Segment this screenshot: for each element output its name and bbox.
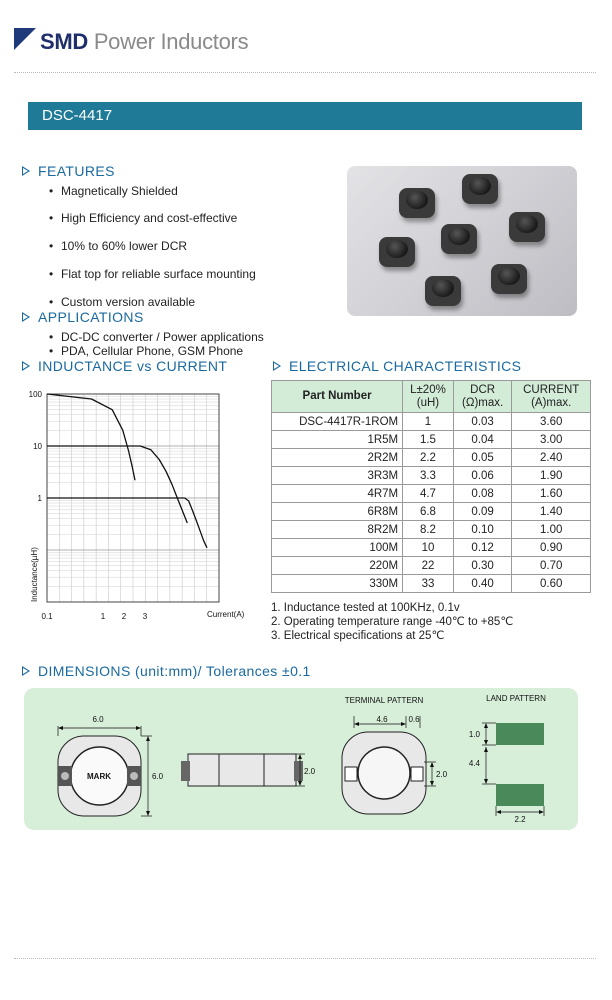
table-row: [272, 557, 591, 575]
chart-curves: [47, 394, 207, 548]
x-tick-label: 3: [142, 612, 148, 621]
y-tick-label: 10: [33, 442, 42, 451]
col-dcr-line1: DCR: [470, 383, 496, 396]
cell-dcr: 0.05: [453, 449, 512, 467]
cell-inductance: 8.2: [403, 521, 454, 539]
top-height-label: 6.0: [152, 772, 164, 781]
cell-inductance: 3.3: [403, 467, 454, 485]
mark-label: MARK: [87, 772, 111, 781]
cell-inductance: 2.2: [403, 449, 454, 467]
inductance-chart: [14, 380, 264, 625]
title-rest: Power Inductors: [93, 29, 249, 54]
note-2: 2. Operating temperature range -40℃ to +85℃: [271, 616, 514, 628]
cell-current: 1.90: [512, 467, 591, 485]
cell-inductance: 1.5: [403, 431, 454, 449]
cell-part-number: 330M: [272, 575, 403, 593]
land-gap-label: 4.4: [468, 759, 480, 768]
cell-current: 1.60: [512, 485, 591, 503]
electrical-notes: [271, 601, 513, 643]
section-triangle-icon: [22, 361, 30, 371]
section-triangle-icon: [22, 166, 30, 176]
list-item: • Flat top for reliable surface mounting: [49, 267, 256, 295]
table-row: [272, 539, 591, 557]
cell-dcr: 0.04: [453, 431, 512, 449]
model-bar: [28, 102, 582, 130]
x-tick-label: 0.1: [41, 612, 53, 621]
chart-heading: [22, 358, 227, 374]
electrical-title: ELECTRICAL CHARACTERISTICS: [289, 358, 522, 374]
top-width-label: 6.0: [92, 715, 104, 724]
list-item: • High Efficiency and cost-effective: [49, 211, 256, 239]
series-line-3: [47, 498, 207, 548]
cell-inductance: 1: [403, 413, 454, 431]
cell-part-number: 2R2M: [272, 449, 403, 467]
page-title: [40, 29, 248, 55]
electrical-heading: [273, 358, 521, 374]
cell-dcr: 0.12: [453, 539, 512, 557]
y-tick-label: 1: [37, 494, 42, 503]
cell-dcr: 0.30: [453, 557, 512, 575]
table-row: [272, 467, 591, 485]
land-pattern-drawing: [469, 694, 546, 824]
col-inductance-line2: (uH): [416, 396, 440, 409]
note-1: 1. Inductance tested at 100KHz, 0.1v: [271, 602, 460, 614]
divider-top: [14, 72, 596, 73]
cell-part-number: 8R2M: [272, 521, 403, 539]
electrical-table: [271, 380, 591, 593]
dimensions-heading: [22, 663, 311, 679]
dimensions-title: DIMENSIONS (unit:mm)/ Tolerances ±0.1: [38, 663, 311, 679]
cell-current: 3.00: [512, 431, 591, 449]
cell-current: 0.90: [512, 539, 591, 557]
applications-heading: [22, 309, 144, 325]
terminal-w2-label: 0.6: [408, 715, 420, 724]
y-tick-label: 100: [28, 390, 42, 399]
cell-current: 2.40: [512, 449, 591, 467]
cell-inductance: 10: [403, 539, 454, 557]
dimensions-drawing: [24, 688, 578, 830]
cell-inductance: 4.7: [403, 485, 454, 503]
cell-part-number: DSC-4417R-1ROM: [272, 413, 403, 431]
x-axis-label: Current(A): [207, 610, 245, 619]
list-item: • DC-DC converter / Power applications: [49, 330, 264, 344]
cell-dcr: 0.03: [453, 413, 512, 431]
inductor-image: [441, 224, 477, 254]
table-row: [272, 521, 591, 539]
cell-part-number: 3R3M: [272, 467, 403, 485]
land-pattern-title: LAND PATTERN: [486, 694, 546, 703]
col-dcr: [453, 381, 512, 413]
cell-part-number: 6R8M: [272, 503, 403, 521]
brand-triangle-icon: [14, 28, 36, 50]
cell-inductance: 22: [403, 557, 454, 575]
list-item: • 10% to 60% lower DCR: [49, 239, 256, 267]
side-view-drawing: [181, 754, 316, 786]
section-triangle-icon: [273, 361, 281, 371]
x-tick-label: 2: [121, 612, 127, 621]
features-heading: [22, 163, 115, 179]
inductor-image: [509, 212, 545, 242]
inductor-image: [379, 237, 415, 267]
cell-part-number: 100M: [272, 539, 403, 557]
list-item: • Magnetically Shielded: [49, 184, 256, 211]
list-item: • Custom version available: [49, 295, 256, 311]
top-view-drawing: [58, 715, 164, 816]
series-line-1: [47, 394, 135, 480]
land-width-label: 2.2: [514, 815, 526, 824]
col-inductance: [403, 381, 454, 413]
cell-current: 0.70: [512, 557, 591, 575]
cell-dcr: 0.08: [453, 485, 512, 503]
cell-part-number: 4R7M: [272, 485, 403, 503]
divider-bottom: [14, 958, 596, 959]
terminal-pattern-title: TERMINAL PATTERN: [344, 696, 424, 705]
section-triangle-icon: [22, 312, 30, 322]
chart-title: INDUCTANCE vs CURRENT: [38, 358, 228, 374]
table-row: [272, 449, 591, 467]
table-row: [272, 413, 591, 431]
table-header-row: [272, 381, 591, 413]
cell-inductance: 33: [403, 575, 454, 593]
inductor-image: [462, 174, 498, 204]
features-list: [49, 184, 256, 311]
product-photo: [347, 166, 577, 316]
cell-part-number: 1R5M: [272, 431, 403, 449]
terminal-pattern-drawing: [342, 696, 448, 814]
land-pad-label: 1.0: [468, 730, 480, 739]
applications-list: [49, 330, 264, 358]
cell-part-number: 220M: [272, 557, 403, 575]
title-bold: SMD: [40, 29, 88, 54]
section-triangle-icon: [22, 666, 30, 676]
col-current-line2: (A)max.: [531, 396, 572, 409]
cell-current: 3.60: [512, 413, 591, 431]
terminal-h-label: 2.0: [436, 770, 448, 779]
table-row: [272, 431, 591, 449]
table-row: [272, 575, 591, 593]
cell-dcr: 0.40: [453, 575, 512, 593]
inductor-image: [399, 188, 435, 218]
cell-dcr: 0.10: [453, 521, 512, 539]
y-axis-label: Inductance(µH): [30, 547, 39, 602]
cell-dcr: 0.09: [453, 503, 512, 521]
col-part-number: Part Number: [272, 381, 403, 413]
list-item: • PDA, Cellular Phone, GSM Phone: [49, 344, 264, 358]
cell-dcr: 0.06: [453, 467, 512, 485]
applications-title: APPLICATIONS: [38, 309, 144, 325]
inductor-image: [425, 276, 461, 306]
table-row: [272, 485, 591, 503]
col-current: [512, 381, 591, 413]
cell-current: 0.60: [512, 575, 591, 593]
table-row: [272, 503, 591, 521]
features-title: FEATURES: [38, 163, 115, 179]
cell-inductance: 6.8: [403, 503, 454, 521]
terminal-w1-label: 4.6: [376, 715, 388, 724]
col-dcr-line2: (Ω)max.: [462, 396, 504, 409]
note-3: 3. Electrical specifications at 25℃: [271, 630, 445, 642]
cell-current: 1.40: [512, 503, 591, 521]
inductor-image: [491, 264, 527, 294]
model-name: DSC-4417: [42, 107, 113, 124]
col-current-line1: CURRENT: [523, 383, 580, 396]
side-height-label: 2.0: [304, 767, 316, 776]
col-inductance-line1: L±20%: [410, 383, 446, 396]
x-tick-label: 1: [100, 612, 106, 621]
cell-current: 1.00: [512, 521, 591, 539]
